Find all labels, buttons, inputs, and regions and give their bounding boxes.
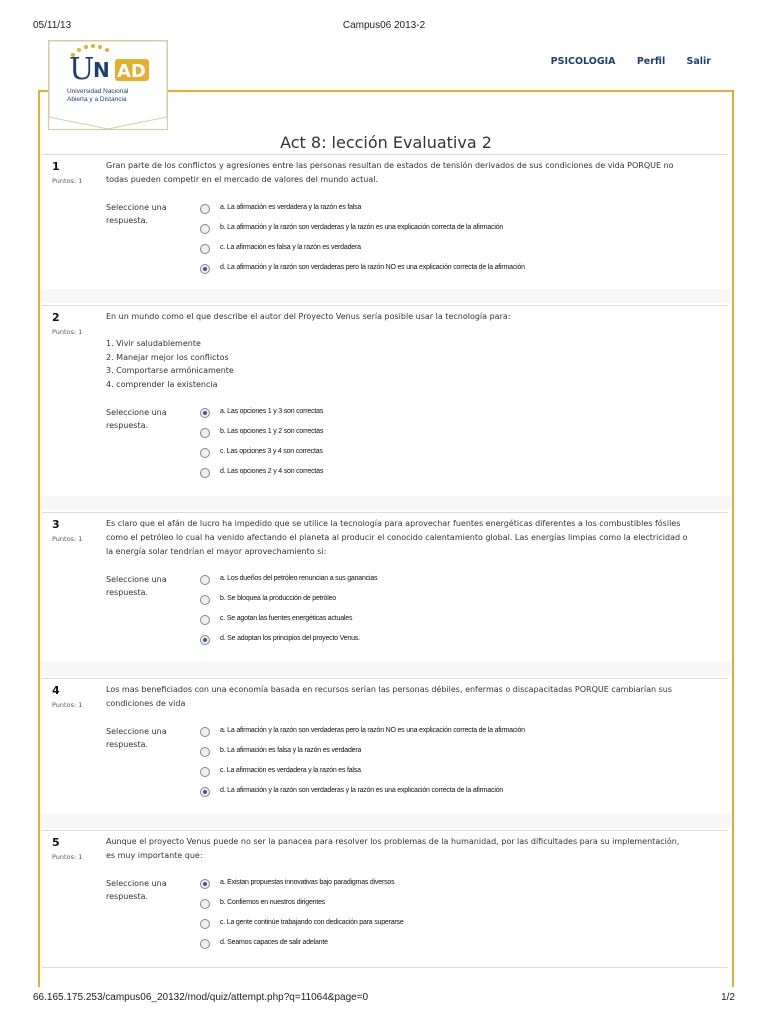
radio-button-selected[interactable]: [200, 787, 210, 797]
question-number: 5: [52, 836, 60, 849]
question-points: Puntos: 1: [52, 535, 83, 543]
question-number: 2: [52, 311, 60, 324]
question-points: Puntos: 1: [52, 701, 83, 709]
option-label: b. Confiemos en nuestros dirigentes: [220, 899, 326, 906]
option-label: c. La afirmación es verdadera y la razón es falsa: [220, 767, 361, 774]
radio-button[interactable]: [200, 919, 210, 929]
select-label: Seleccione una respuesta.: [106, 575, 167, 597]
option-label: a. Existan propuestas innovativas bajo paradigmas diversos: [220, 879, 395, 886]
logo-graphic: [49, 41, 167, 129]
logo-line-2: Abierta y a Distancia: [67, 96, 127, 103]
radio-button[interactable]: [200, 727, 210, 737]
print-url: 66.165.175.253/campus06_20132/mod/quiz/attempt.php?q=11064&page=0: [33, 992, 369, 1003]
print-footer: [33, 992, 735, 1006]
radio-button[interactable]: [200, 468, 210, 478]
svg-text:U: U: [69, 52, 95, 87]
separator: [40, 496, 732, 510]
option-label: a. La afirmación y la razón son verdaderas pero la razón NO es una explicación correcta de la afirmación: [220, 727, 525, 734]
print-page-number: 1/2: [721, 992, 735, 1003]
question-5: [42, 830, 728, 968]
question-text: Es claro que el afán de lucro ha impedido que se utilice la tecnología para aprovechar fuentes energéticas diferentes a los combustibles fósiles como el petróleo lo cual ha venido afectando el planeta al producir el conocido calentamiento global. Las energías limpias como la electricidad o la energía solar tendrían el mayor aprovechamiento si:: [106, 519, 688, 556]
option-label: d. La afirmación y la razón son verdaderas y la razón es una explicación correcta de la afirmación: [220, 787, 504, 794]
radio-button[interactable]: [200, 428, 210, 438]
svg-text:N: N: [93, 58, 110, 82]
svg-text:AD: AD: [117, 61, 146, 82]
option-label: c. La gente continúe trabajando con dedicación para superarse: [220, 919, 404, 926]
option-label: d. La afirmación y la razón son verdaderas pero la razón NO es una explicación correcta de la afirmación: [220, 264, 525, 271]
option-label: d. Se adoptan los principios del proyecto Venus.: [220, 635, 360, 642]
select-label: Seleccione una respuesta.: [106, 203, 167, 225]
radio-button[interactable]: [200, 575, 210, 585]
question-points: Puntos: 1: [52, 328, 83, 336]
radio-button[interactable]: [200, 244, 210, 254]
radio-button[interactable]: [200, 747, 210, 757]
option-label: a. Las opciones 1 y 3 son correctas: [220, 408, 324, 415]
profile-link[interactable]: Perfil: [636, 56, 666, 67]
separator: [40, 289, 732, 303]
question-1: [42, 154, 728, 290]
question-number: 3: [52, 518, 60, 531]
radio-button[interactable]: [200, 448, 210, 458]
option-label: b. La afirmación es falsa y la razón es verdadera: [220, 747, 362, 754]
radio-button-selected[interactable]: [200, 635, 210, 645]
option-label: c. La afirmación es falsa y la razón es verdadera: [220, 244, 361, 251]
radio-button[interactable]: [200, 899, 210, 909]
question-2: [42, 305, 728, 497]
unad-logo[interactable]: [48, 40, 168, 130]
course-link[interactable]: PSICOLOGIA: [550, 56, 616, 67]
question-list: [106, 337, 234, 391]
option-label: d. Las opciones 2 y 4 son correctas: [220, 468, 324, 475]
top-nav: [533, 56, 711, 67]
radio-button[interactable]: [200, 939, 210, 949]
page-title: Act 8: lección Evaluativa 2: [280, 133, 492, 152]
separator: [40, 814, 732, 828]
radio-button[interactable]: [200, 595, 210, 605]
option-label: a. Los dueños del petróleo renuncian a sus ganancias: [220, 575, 378, 582]
question-3: [42, 512, 728, 663]
list-item: 2. Manejar mejor los conflictos: [106, 352, 229, 362]
question-text: Gran parte de los conflictos y agresiones entre las personas resultan de estados de tensión derivados de sus condiciones de vida PORQUE no todas pueden competir en el mercado de valores del mundo actual.: [106, 161, 674, 184]
option-label: d. Seamos capaces de salir adelante: [220, 939, 328, 946]
select-label: Seleccione una respuesta.: [106, 879, 167, 901]
question-4: [42, 678, 728, 815]
option-label: b. La afirmación y la razón son verdaderas y la razón es una explicación correcta de la afirmación: [220, 224, 504, 231]
question-text: Aunque el proyecto Venus puede no ser la panacea para resolver los problemas de la humanidad, por las dificultades para su implementación, es muy importante que:: [106, 837, 680, 860]
radio-button[interactable]: [200, 224, 210, 234]
question-points: Puntos: 1: [52, 177, 83, 185]
print-title: Campus06 2013-2: [342, 20, 426, 31]
question-number: 1: [52, 160, 60, 173]
option-label: b. Se bloquea la producción de petróleo: [220, 595, 336, 602]
select-label: Seleccione una respuesta.: [106, 727, 167, 749]
separator: [40, 662, 732, 676]
question-points: Puntos: 1: [52, 853, 83, 861]
option-label: a. La afirmación es verdadera y la razón es falsa: [220, 204, 362, 211]
option-label: c. Se agotan las fuentes energéticas actuales: [220, 615, 353, 622]
list-item: 1. Vivir saludablemente: [106, 339, 201, 348]
radio-button-selected[interactable]: [200, 264, 210, 274]
radio-button[interactable]: [200, 615, 210, 625]
radio-button-selected[interactable]: [200, 879, 210, 889]
select-label: Seleccione una respuesta.: [106, 408, 167, 430]
list-item: 4. comprender la existencia: [106, 379, 218, 389]
logout-link[interactable]: Salir: [686, 56, 711, 67]
radio-button-selected[interactable]: [200, 408, 210, 418]
radio-button[interactable]: [200, 767, 210, 777]
option-label: b. Las opciones 1 y 2 son correctas: [220, 428, 324, 435]
print-header: [33, 20, 735, 34]
option-label: c. Las opciones 3 y 4 son correctas: [220, 448, 323, 455]
question-text: Los mas beneficiados con una economía basada en recursos serían las personas débiles, enfermas o discapacitadas PORQUE cambiarían sus condiciones de vida: [106, 685, 673, 708]
print-date: 05/11/13: [33, 20, 72, 31]
question-text: En un mundo como el que describe el autor del Proyecto Venus sería posible usar la tecnología para:: [106, 312, 511, 321]
radio-button[interactable]: [200, 204, 210, 214]
question-number: 4: [52, 684, 60, 697]
logo-line-1: Universidad Nacional: [67, 88, 129, 95]
list-item: 3. Comportarse armónicamente: [106, 366, 234, 375]
